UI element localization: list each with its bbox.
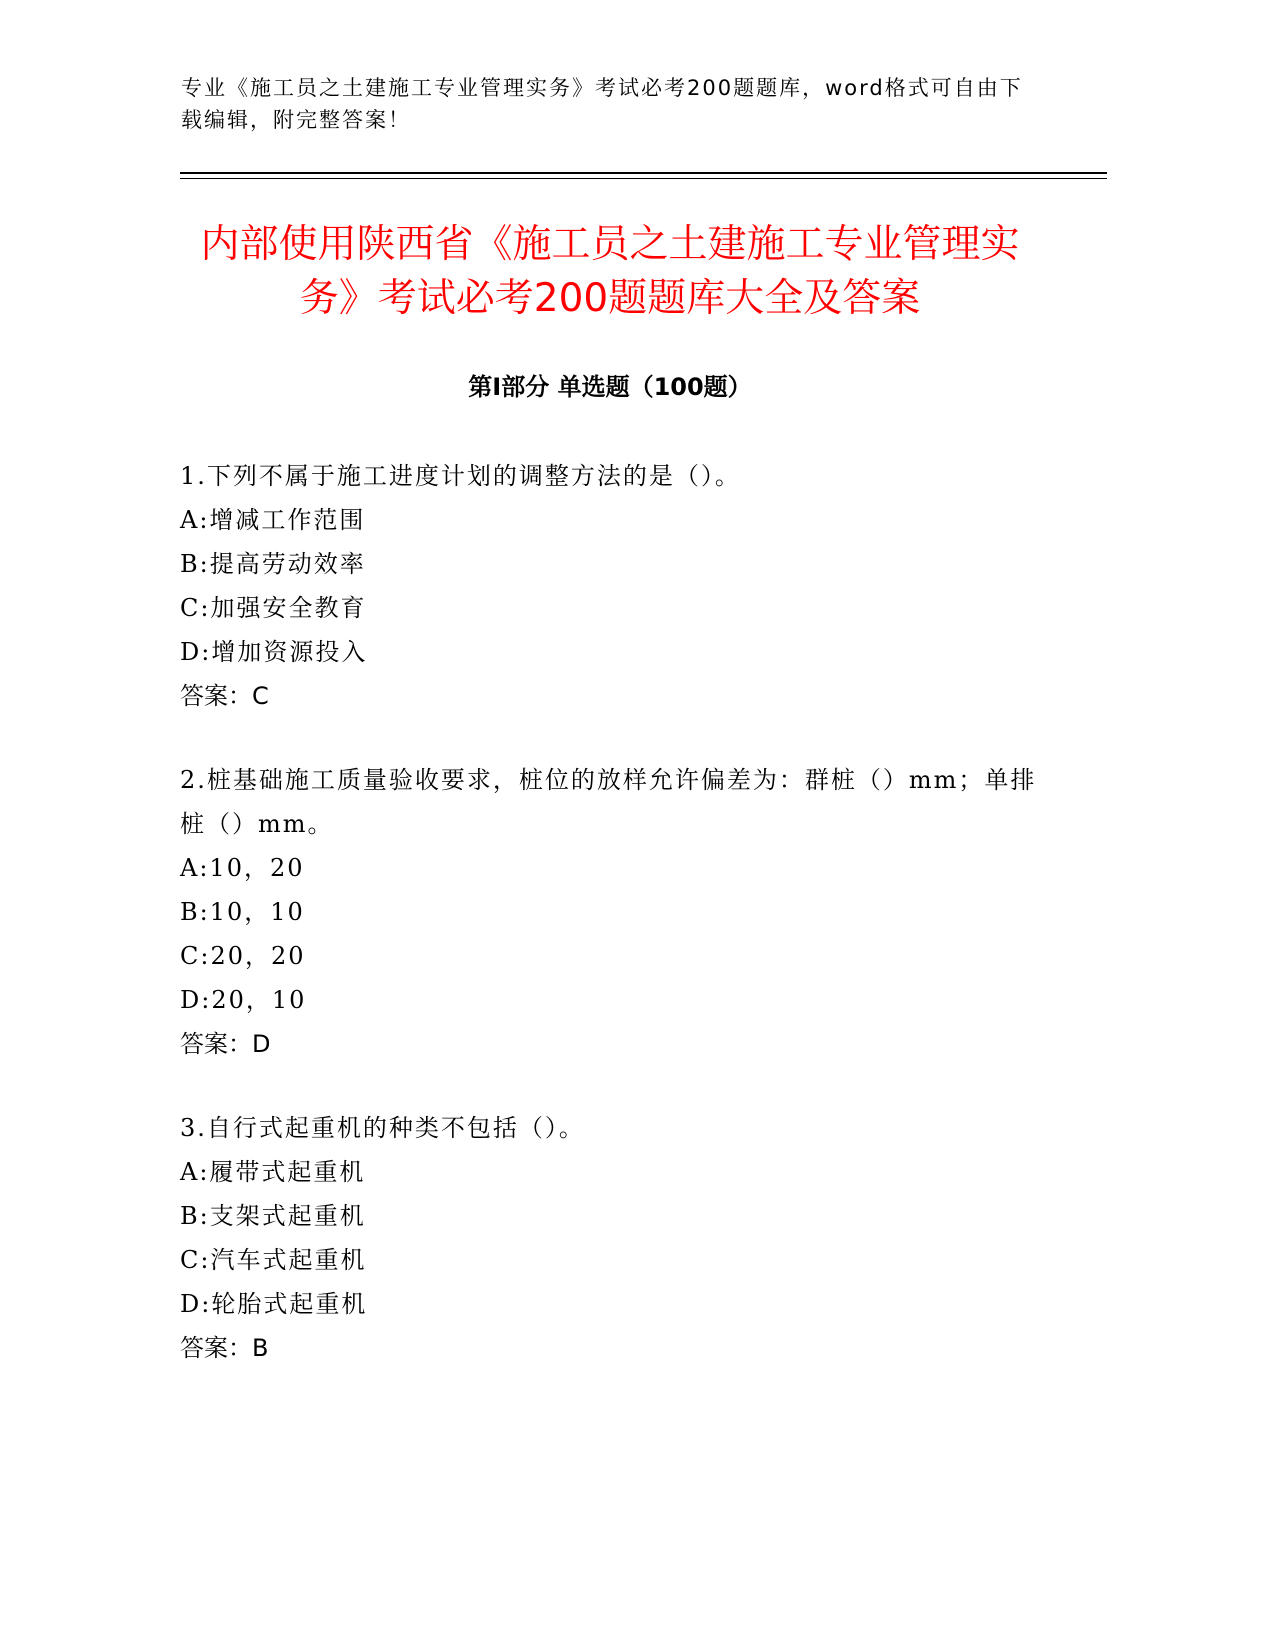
option-c: C:加强安全教育 (180, 594, 367, 622)
option-d: D:20，10 (180, 986, 307, 1014)
option-a: A:履带式起重机 (180, 1158, 366, 1186)
answer: 答案：C (180, 682, 269, 710)
header-rule-thick (180, 172, 1107, 174)
question-stem: 3.自行式起重机的种类不包括（）。 (180, 1114, 585, 1142)
question-stem: 1.下列不属于施工进度计划的调整方法的是（）。 (180, 462, 741, 490)
question-2 (180, 758, 1040, 1066)
option-b: B:提高劳动效率 (180, 550, 366, 578)
option-d: D:增加资源投入 (180, 638, 368, 666)
answer: 答案：B (180, 1334, 269, 1362)
option-c: C:20，20 (180, 942, 306, 970)
option-d: D:轮胎式起重机 (180, 1290, 368, 1318)
option-a: A:增减工作范围 (180, 506, 366, 534)
header-note: 专业《施工员之土建施工专业管理实务》考试必考200题题库，word格式可自由下载编辑，附完整答案！ (181, 76, 1023, 132)
question-1 (180, 454, 1040, 718)
answer: 答案：D (180, 1030, 271, 1058)
option-c: C:汽车式起重机 (180, 1246, 367, 1274)
option-b: B:支架式起重机 (180, 1202, 366, 1230)
question-stem: 2.桩基础施工质量验收要求，桩位的放样允许偏差为：群桩（）mm；单排桩（）mm。 (180, 766, 1037, 838)
question-3 (180, 1106, 1040, 1370)
document-title: 内部使用陕西省《施工员之土建施工专业管理实务》考试必考200题题库大全及答案 (200, 222, 1020, 321)
option-b: B:10，10 (180, 898, 305, 926)
option-a: A:10，20 (180, 854, 305, 882)
header-rule-thin (180, 178, 1107, 179)
section-title: 第Ⅰ部分 单选题（100题） (468, 373, 752, 401)
